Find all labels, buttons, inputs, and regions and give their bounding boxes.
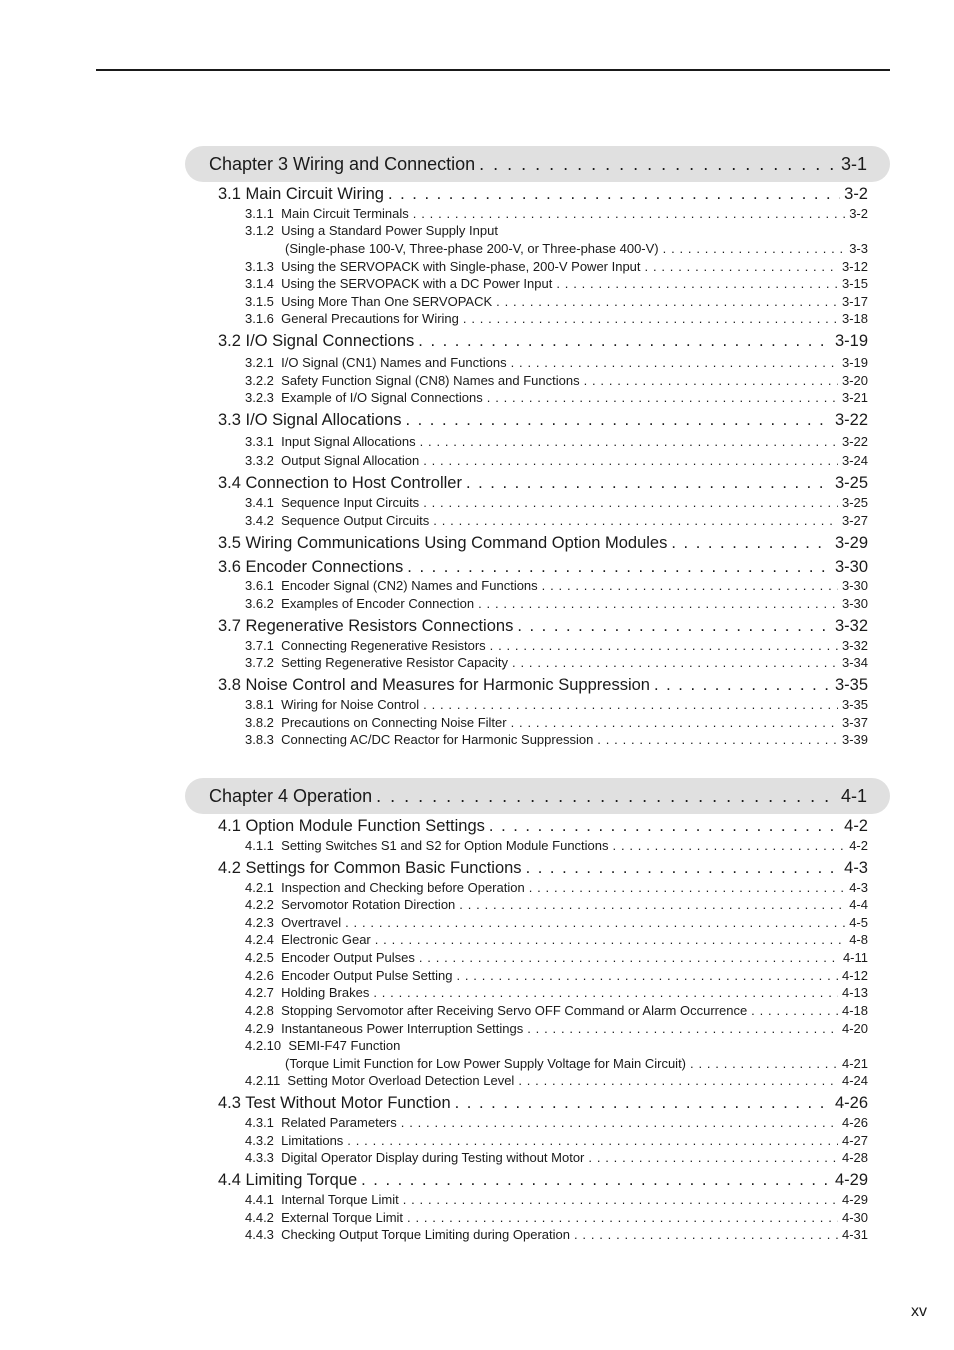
entry-number: 4.2.3 bbox=[245, 915, 274, 930]
toc-entry[interactable] bbox=[245, 932, 868, 947]
toc-entry[interactable] bbox=[245, 1192, 868, 1207]
section-title: 3.4 Connection to Host Controller bbox=[218, 474, 462, 492]
entry-number: 3.2.2 bbox=[245, 373, 274, 388]
page-ref: 3-32 bbox=[841, 638, 868, 653]
toc-entry[interactable] bbox=[245, 578, 868, 593]
page-ref: 4-26 bbox=[834, 1094, 868, 1112]
page-ref: 4-18 bbox=[841, 1003, 868, 1018]
entry-number: 4.2.8 bbox=[245, 1003, 274, 1018]
entry-title: Using the SERVOPACK with a DC Power Input bbox=[281, 276, 553, 291]
entry-title: Stopping Servomotor after Receiving Servo OFF Command or Alarm Occurrence bbox=[281, 1003, 748, 1018]
page-ref: 3-20 bbox=[841, 373, 868, 388]
page-ref: 3-19 bbox=[841, 355, 868, 370]
entry-title: Encoder Output Pulse Setting bbox=[281, 968, 453, 983]
page-ref: 4-28 bbox=[841, 1150, 868, 1165]
chapter-title: Chapter 4 Operation bbox=[209, 786, 373, 806]
page-ref: 4-21 bbox=[841, 1056, 868, 1071]
entry-title: Checking Output Torque Limiting during Operation bbox=[281, 1227, 570, 1242]
entry-title: I/O Signal (CN1) Names and Functions bbox=[281, 355, 507, 370]
entry-number: 4.4.1 bbox=[245, 1192, 274, 1207]
toc-entry[interactable] bbox=[245, 434, 868, 449]
entry-title: External Torque Limit bbox=[281, 1210, 404, 1225]
entry-number: 3.8.1 bbox=[245, 697, 274, 712]
toc-entry[interactable] bbox=[245, 1115, 868, 1130]
section-title: 4.1 Option Module Function Settings bbox=[218, 817, 485, 835]
toc-section[interactable] bbox=[218, 676, 868, 695]
dot-leader bbox=[478, 596, 838, 611]
entry-number: 4.3.2 bbox=[245, 1133, 274, 1148]
entry-number: 4.4.3 bbox=[245, 1227, 274, 1242]
entry-number: 3.1.1 bbox=[245, 206, 274, 221]
page-ref: 3-32 bbox=[834, 617, 868, 635]
entry-title: Input Signal Allocations bbox=[281, 434, 416, 449]
dot-leader bbox=[420, 434, 838, 449]
entry-number: 3.7.1 bbox=[245, 638, 274, 653]
entry-title: Encoder Output Pulses bbox=[281, 950, 415, 965]
toc-entry[interactable] bbox=[245, 897, 868, 912]
entry-title: Using a Standard Power Supply Input bbox=[281, 223, 498, 238]
dot-leader bbox=[407, 558, 831, 577]
dot-leader bbox=[401, 1115, 838, 1130]
dot-leader bbox=[423, 697, 838, 712]
toc-entry[interactable] bbox=[245, 1227, 868, 1242]
page-ref: 3-22 bbox=[841, 434, 868, 449]
toc-entry[interactable] bbox=[245, 638, 868, 653]
entry-title: Related Parameters bbox=[281, 1115, 397, 1130]
entry-number: 4.2.9 bbox=[245, 1021, 274, 1036]
page-ref: 3-21 bbox=[841, 390, 868, 405]
dot-leader bbox=[526, 859, 841, 878]
page-ref: 4-3 bbox=[849, 880, 868, 895]
dot-leader bbox=[597, 732, 838, 747]
dot-leader bbox=[459, 897, 845, 912]
page-ref: 3-35 bbox=[834, 676, 868, 694]
page-ref: 3-25 bbox=[841, 495, 868, 510]
dot-leader bbox=[542, 578, 838, 593]
page-ref: 3-27 bbox=[841, 513, 868, 528]
entry-title: Holding Brakes bbox=[281, 985, 370, 1000]
page-ref: 4-30 bbox=[841, 1210, 868, 1225]
entry-number: 3.3.2 bbox=[245, 453, 274, 468]
page-ref: 3-39 bbox=[841, 732, 868, 747]
section-title: 4.3 Test Without Motor Function bbox=[218, 1094, 451, 1112]
toc-chapter[interactable] bbox=[209, 786, 867, 807]
entry-title: Connecting AC/DC Reactor for Harmonic Suppression bbox=[281, 732, 594, 747]
dot-leader bbox=[511, 715, 838, 730]
entry-title: Sequence Output Circuits bbox=[281, 513, 430, 528]
dot-leader bbox=[487, 390, 838, 405]
dot-leader bbox=[663, 241, 846, 256]
toc-section[interactable] bbox=[218, 859, 868, 878]
entry-title: Internal Torque Limit bbox=[281, 1192, 399, 1207]
entry-number: 3.6.2 bbox=[245, 596, 274, 611]
entry-title: Digital Operator Display during Testing without Motor bbox=[281, 1150, 585, 1165]
entry-title: Using the SERVOPACK with Single-phase, 200-V Power Input bbox=[281, 259, 641, 274]
dot-leader bbox=[463, 311, 838, 326]
dot-leader bbox=[376, 786, 837, 807]
entry-title: Limitations bbox=[281, 1133, 344, 1148]
toc-section[interactable] bbox=[218, 474, 868, 493]
dot-leader bbox=[556, 276, 838, 291]
dot-leader bbox=[512, 655, 838, 670]
entry-title: Inspection and Checking before Operation bbox=[281, 880, 525, 895]
dot-leader bbox=[690, 1056, 838, 1071]
entry-title: Examples of Encoder Connection bbox=[281, 596, 475, 611]
dot-leader bbox=[466, 474, 831, 493]
entry-title: Instantaneous Power Interruption Settings bbox=[281, 1021, 524, 1036]
section-title: 3.5 Wiring Communications Using Command Option Modules bbox=[218, 534, 668, 552]
page-ref: 3-24 bbox=[841, 453, 868, 468]
dot-leader bbox=[527, 1021, 838, 1036]
page-ref: 4-24 bbox=[841, 1073, 868, 1088]
dot-leader bbox=[373, 985, 838, 1000]
section-title: 3.2 I/O Signal Connections bbox=[218, 332, 415, 350]
toc-section[interactable] bbox=[218, 558, 868, 577]
entry-number: 3.8.2 bbox=[245, 715, 274, 730]
page-ref: 4-27 bbox=[841, 1133, 868, 1148]
entry-title: Using More Than One SERVOPACK bbox=[281, 294, 493, 309]
entry-number: 4.3.3 bbox=[245, 1150, 274, 1165]
toc-entry[interactable] bbox=[245, 838, 868, 853]
toc-entry[interactable] bbox=[245, 596, 868, 611]
entry-number: 3.1.6 bbox=[245, 311, 274, 326]
page-ref: 4-29 bbox=[834, 1171, 868, 1189]
page-ref: 4-5 bbox=[849, 915, 868, 930]
dot-leader bbox=[529, 880, 846, 895]
dot-leader bbox=[456, 968, 838, 983]
page-ref: 4-3 bbox=[844, 859, 868, 877]
toc-entry[interactable] bbox=[245, 276, 868, 291]
dot-leader bbox=[403, 1192, 838, 1207]
dot-leader bbox=[455, 1094, 831, 1113]
dot-leader bbox=[388, 185, 840, 204]
page-ref: 3-1 bbox=[840, 154, 867, 174]
toc-entry[interactable] bbox=[245, 355, 868, 370]
toc-entry[interactable] bbox=[245, 655, 868, 670]
toc-entry[interactable] bbox=[245, 223, 498, 238]
page-ref: 3-17 bbox=[841, 294, 868, 309]
toc-entry[interactable] bbox=[245, 715, 868, 730]
section-title: 3.7 Regenerative Resistors Connections bbox=[218, 617, 514, 635]
toc-entry[interactable] bbox=[245, 453, 868, 468]
toc-section[interactable] bbox=[218, 1171, 868, 1190]
entry-number: 4.3.1 bbox=[245, 1115, 274, 1130]
page-ref: 3-19 bbox=[834, 332, 868, 350]
page-ref: 3-30 bbox=[834, 558, 868, 576]
page-ref: 4-1 bbox=[840, 786, 867, 806]
entry-title: Example of I/O Signal Connections bbox=[281, 390, 483, 405]
entry-number: 3.4.1 bbox=[245, 495, 274, 510]
page-ref: 4-31 bbox=[841, 1227, 868, 1242]
header-rule bbox=[96, 69, 890, 71]
toc-entry[interactable] bbox=[245, 968, 868, 983]
dot-leader bbox=[517, 617, 831, 636]
page-ref: 3-29 bbox=[834, 534, 868, 552]
entry-title: Main Circuit Terminals bbox=[281, 206, 409, 221]
toc-entry[interactable] bbox=[245, 732, 868, 747]
entry-title: General Precautions for Wiring bbox=[281, 311, 459, 326]
dot-leader bbox=[433, 513, 838, 528]
page-ref: 3-15 bbox=[841, 276, 868, 291]
entry-title-continued: (Single-phase 100-V, Three-phase 200-V, or Three-phase 400-V) bbox=[285, 241, 659, 256]
page-ref: 4-13 bbox=[841, 985, 868, 1000]
page-ref: 4-20 bbox=[841, 1021, 868, 1036]
section-title: 4.4 Limiting Torque bbox=[218, 1171, 358, 1189]
entry-title: Connecting Regenerative Resistors bbox=[281, 638, 486, 653]
entry-number: 3.2.1 bbox=[245, 355, 274, 370]
dot-leader bbox=[405, 411, 831, 430]
toc-entry[interactable] bbox=[245, 294, 868, 309]
toc-entry[interactable] bbox=[245, 513, 868, 528]
toc-entry[interactable] bbox=[245, 390, 868, 405]
toc-section[interactable] bbox=[218, 332, 868, 351]
page-ref: 3-25 bbox=[834, 474, 868, 492]
page-ref: 4-2 bbox=[844, 817, 868, 835]
entry-title: SEMI-F47 Function bbox=[288, 1038, 401, 1053]
chapter-title: Chapter 3 Wiring and Connection bbox=[209, 154, 476, 174]
entry-number: 4.2.2 bbox=[245, 897, 274, 912]
dot-leader bbox=[407, 1210, 838, 1225]
dot-leader bbox=[613, 838, 846, 853]
dot-leader bbox=[574, 1227, 838, 1242]
page-ref: 4-26 bbox=[841, 1115, 868, 1130]
dot-leader bbox=[489, 817, 840, 836]
entry-number: 4.2.7 bbox=[245, 985, 274, 1000]
entry-title: Safety Function Signal (CN8) Names and Functions bbox=[281, 373, 580, 388]
dot-leader bbox=[511, 355, 838, 370]
page-ref: 3-37 bbox=[841, 715, 868, 730]
dot-leader bbox=[423, 453, 838, 468]
entry-number: 3.1.5 bbox=[245, 294, 274, 309]
page-ref: 3-30 bbox=[841, 596, 868, 611]
section-title: 4.2 Settings for Common Basic Functions bbox=[218, 859, 522, 877]
entry-number: 3.7.2 bbox=[245, 655, 274, 670]
page-ref: 4-12 bbox=[841, 968, 868, 983]
entry-number: 3.8.3 bbox=[245, 732, 274, 747]
entry-number: 4.2.1 bbox=[245, 880, 274, 895]
dot-leader bbox=[413, 206, 845, 221]
toc-entry[interactable] bbox=[245, 915, 868, 930]
entry-title-continued: (Torque Limit Function for Low Power Supply Voltage for Main Circuit) bbox=[285, 1056, 687, 1071]
entry-title: Setting Regenerative Resistor Capacity bbox=[281, 655, 509, 670]
entry-title: Output Signal Allocation bbox=[281, 453, 420, 468]
entry-number: 3.3.1 bbox=[245, 434, 274, 449]
toc-section[interactable] bbox=[218, 185, 868, 204]
page-ref: 3-22 bbox=[834, 411, 868, 429]
page-ref: 4-2 bbox=[849, 838, 868, 853]
page-ref: 3-30 bbox=[841, 578, 868, 593]
toc-entry[interactable] bbox=[245, 880, 868, 895]
toc-chapter[interactable] bbox=[209, 154, 867, 175]
dot-leader bbox=[518, 1073, 838, 1088]
entry-title: Precautions on Connecting Noise Filter bbox=[281, 715, 507, 730]
dot-leader bbox=[361, 1171, 831, 1190]
page-ref: 4-8 bbox=[849, 932, 868, 947]
dot-leader bbox=[671, 534, 831, 553]
toc-entry-continuation[interactable] bbox=[285, 241, 868, 256]
toc-section[interactable] bbox=[218, 817, 868, 836]
toc-entry-continuation[interactable] bbox=[285, 1056, 868, 1071]
page-ref: 3-3 bbox=[849, 241, 868, 256]
page-ref: 4-4 bbox=[849, 897, 868, 912]
dot-leader bbox=[654, 676, 831, 695]
section-title: 3.6 Encoder Connections bbox=[218, 558, 404, 576]
dot-leader bbox=[479, 154, 837, 175]
entry-number: 3.1.4 bbox=[245, 276, 274, 291]
entry-number: 4.2.5 bbox=[245, 950, 274, 965]
entry-title: Setting Motor Overload Detection Level bbox=[287, 1073, 515, 1088]
dot-leader bbox=[496, 294, 838, 309]
entry-title: Setting Switches S1 and S2 for Option Module Functions bbox=[281, 838, 609, 853]
dot-leader bbox=[375, 932, 845, 947]
entry-number: 4.2.10 bbox=[245, 1038, 282, 1053]
page-ref: 3-12 bbox=[841, 259, 868, 274]
toc-entry[interactable] bbox=[245, 985, 868, 1000]
page-ref: 3-35 bbox=[841, 697, 868, 712]
entry-number: 4.2.4 bbox=[245, 932, 274, 947]
page-ref: 4-29 bbox=[841, 1192, 868, 1207]
dot-leader bbox=[347, 1133, 838, 1148]
toc-entry[interactable] bbox=[245, 495, 868, 510]
entry-title: Electronic Gear bbox=[281, 932, 371, 947]
page-ref: 3-34 bbox=[841, 655, 868, 670]
page-ref: 3-2 bbox=[849, 206, 868, 221]
toc-section[interactable] bbox=[218, 411, 868, 430]
dot-leader bbox=[345, 915, 845, 930]
section-title: 3.1 Main Circuit Wiring bbox=[218, 185, 384, 203]
dot-leader bbox=[751, 1003, 838, 1018]
dot-leader bbox=[584, 373, 838, 388]
entry-title: Overtravel bbox=[281, 915, 342, 930]
dot-leader bbox=[419, 950, 839, 965]
section-title: 3.3 I/O Signal Allocations bbox=[218, 411, 402, 429]
toc-entry[interactable] bbox=[245, 1038, 400, 1053]
toc-section[interactable] bbox=[218, 617, 868, 636]
entry-number: 4.2.11 bbox=[245, 1073, 281, 1088]
entry-number: 4.1.1 bbox=[245, 838, 274, 853]
entry-number: 3.1.2 bbox=[245, 223, 274, 238]
toc-entry[interactable] bbox=[245, 1150, 868, 1165]
section-title: 3.8 Noise Control and Measures for Harmonic Suppression bbox=[218, 676, 650, 694]
toc-entry[interactable] bbox=[245, 259, 868, 274]
toc-entry[interactable] bbox=[245, 1133, 868, 1148]
dot-leader bbox=[418, 332, 831, 351]
page-ref: 4-11 bbox=[842, 950, 868, 965]
toc-entry[interactable] bbox=[245, 1210, 868, 1225]
toc-entry[interactable] bbox=[245, 1021, 868, 1036]
entry-number: 3.2.3 bbox=[245, 390, 274, 405]
page-ref: 3-2 bbox=[844, 185, 868, 203]
toc-section[interactable] bbox=[218, 534, 868, 553]
dot-leader bbox=[645, 259, 838, 274]
dot-leader bbox=[423, 495, 838, 510]
page-number: xv bbox=[911, 1303, 927, 1320]
toc-entry[interactable] bbox=[245, 950, 868, 965]
entry-number: 3.6.1 bbox=[245, 578, 274, 593]
toc-entry[interactable] bbox=[245, 311, 868, 326]
entry-number: 4.2.6 bbox=[245, 968, 274, 983]
dot-leader bbox=[588, 1150, 838, 1165]
toc-entry[interactable] bbox=[245, 697, 868, 712]
page-ref: 3-18 bbox=[841, 311, 868, 326]
toc-entry[interactable] bbox=[245, 206, 868, 221]
entry-title: Servomotor Rotation Direction bbox=[281, 897, 456, 912]
toc-entry[interactable] bbox=[245, 373, 868, 388]
dot-leader bbox=[490, 638, 838, 653]
toc-entry[interactable] bbox=[245, 1003, 868, 1018]
entry-title: Sequence Input Circuits bbox=[281, 495, 420, 510]
entry-title: Wiring for Noise Control bbox=[281, 697, 420, 712]
toc-entry[interactable] bbox=[245, 1073, 868, 1088]
entry-number: 3.4.2 bbox=[245, 513, 274, 528]
entry-number: 4.4.2 bbox=[245, 1210, 274, 1225]
entry-number: 3.1.3 bbox=[245, 259, 274, 274]
entry-title: Encoder Signal (CN2) Names and Functions bbox=[281, 578, 538, 593]
toc-section[interactable] bbox=[218, 1094, 868, 1113]
